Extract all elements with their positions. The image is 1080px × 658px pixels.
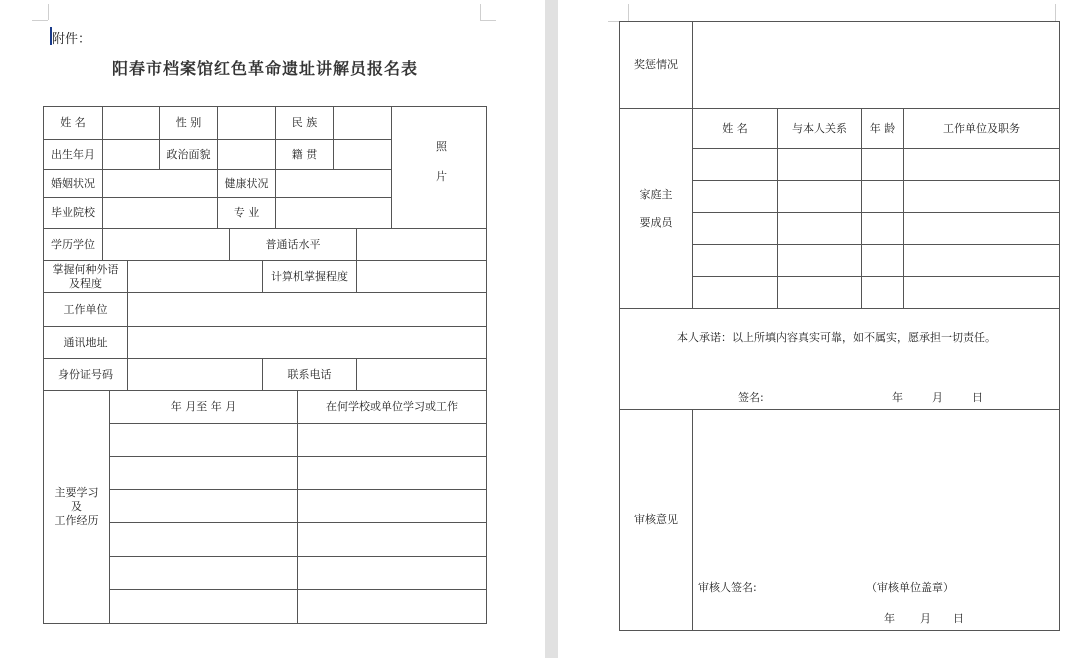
family-member-cell[interactable] [692,148,778,181]
label-phone [262,358,357,391]
header-period [109,390,298,424]
field-computer[interactable] [356,260,487,293]
field-review[interactable] [692,409,1060,631]
experience-where-cell[interactable] [297,589,487,624]
page-gutter [545,0,558,658]
field-awards[interactable] [692,21,1060,109]
family-member-cell[interactable] [861,148,904,181]
cell-label: 健康状况 [224,176,269,190]
family-member-cell[interactable] [692,244,778,277]
cell-label: 掌握何种外语 及程度 [52,262,119,290]
family-member-cell[interactable] [692,212,778,245]
cell-label: 政治面貌 [166,147,211,161]
experience-period-cell[interactable] [109,489,298,523]
cell-label: 毕业院校 [51,206,95,219]
experience-period-cell[interactable] [109,423,298,457]
year-label: 年 [892,391,903,404]
header-work [903,108,1060,149]
cell-label: 性 别 [175,116,202,129]
experience-where-cell[interactable] [297,456,487,490]
cell-label: 计算机掌握程度 [271,269,348,283]
pledge-cell[interactable] [619,308,1060,410]
family-member-cell[interactable] [861,244,904,277]
field-native-place[interactable] [333,139,392,170]
experience-where-cell[interactable] [297,423,487,457]
field-mandarin[interactable] [356,228,487,261]
label-experience [43,390,110,624]
photo-label: 照 [436,140,447,153]
family-member-cell[interactable] [903,212,1060,245]
family-member-cell[interactable] [692,276,778,309]
header-family-name [692,108,778,149]
header-where [297,390,487,424]
cell-label: 联系电话 [287,367,332,381]
margin-mark [628,4,629,21]
reviewer-signature-label: 审核人签名: [698,581,757,594]
label-ethnicity [275,106,334,140]
cell-label: 姓 名 [722,121,748,135]
field-phone[interactable] [356,358,487,391]
header-age [861,108,904,149]
label-family [619,108,693,309]
photo-label: 片 [436,170,447,183]
label-degree [43,228,103,261]
field-language[interactable] [127,260,263,293]
field-marital[interactable] [102,169,218,198]
margin-mark [32,20,48,21]
family-member-cell[interactable] [861,180,904,213]
field-birth[interactable] [102,139,160,170]
cell-label: 年 月至 年 月 [170,400,237,413]
label-work-unit [43,292,128,327]
family-member-cell[interactable] [903,148,1060,181]
cell-label: 家庭主 要成员 [639,187,673,229]
header-relation [777,108,862,149]
field-address[interactable] [127,326,487,359]
field-degree[interactable] [102,228,230,261]
margin-mark [48,4,49,20]
year-label: 年 [884,612,895,625]
cell-label: 普通话水平 [265,237,321,251]
field-school[interactable] [102,197,218,229]
cell-label: 出生年月 [51,147,95,161]
seal-label: （审核单位盖章） [866,581,954,594]
label-major [217,197,276,229]
cell-label: 专 业 [233,206,260,219]
label-political [159,139,218,170]
cell-label: 在何学校或单位学习或工作 [326,400,458,413]
field-name[interactable] [102,106,160,140]
family-member-cell[interactable] [903,180,1060,213]
label-computer [262,260,357,293]
cell-label: 年 龄 [869,121,896,135]
cell-label: 通讯地址 [63,335,108,349]
label-language [43,260,128,293]
family-member-cell[interactable] [777,276,862,309]
cell-label: 学历学位 [51,237,95,251]
cell-label: 审核意见 [634,513,678,526]
cell-label: 民 族 [291,116,318,129]
label-marital [43,169,103,198]
experience-period-cell[interactable] [109,589,298,624]
field-ethnicity[interactable] [333,106,392,140]
label-native-place [275,139,334,170]
experience-where-cell[interactable] [297,522,487,557]
margin-mark [480,4,481,20]
month-label: 月 [932,391,943,404]
month-label: 月 [920,612,931,625]
experience-period-cell[interactable] [109,456,298,490]
day-label: 日 [972,391,983,404]
cell-label: 工作单位及职务 [943,121,1020,135]
label-health [217,169,276,198]
cell-label: 婚姻状况 [51,176,95,190]
cell-label: 工作单位 [63,302,108,316]
label-mandarin [229,228,357,261]
label-school [43,197,103,229]
cell-label: 奖惩情况 [634,58,678,71]
day-label: 日 [953,612,964,625]
family-member-cell[interactable] [903,276,1060,309]
label-address [43,326,128,359]
margin-mark [1055,4,1056,21]
cell-label: 籍 贯 [291,147,318,161]
label-birth [43,139,103,170]
form-title: 阳春市档案馆红色革命遗址讲解员报名表 [111,59,418,78]
cell-label: 与本人关系 [792,121,847,135]
attachment-label: 附件： [52,32,92,47]
label-gender [159,106,218,140]
experience-period-cell[interactable] [109,556,298,590]
field-health[interactable] [275,169,392,198]
family-member-cell[interactable] [777,148,862,181]
experience-period-cell[interactable] [109,522,298,557]
cell-label: 姓 名 [60,116,86,129]
cell-label: 身份证号码 [58,367,113,381]
family-member-cell[interactable] [692,180,778,213]
label-name [43,106,103,140]
experience-where-cell[interactable] [297,556,487,590]
family-member-cell[interactable] [861,212,904,245]
family-member-cell[interactable] [903,244,1060,277]
label-review [619,409,693,631]
pledge-text: 本人承诺：以上所填内容真实可靠，如不属实，愿承担一切责任。 [677,331,996,344]
family-member-cell[interactable] [777,212,862,245]
family-member-cell[interactable] [777,244,862,277]
cell-label: 主要学习 及 工作经历 [54,486,99,527]
signature-label: 签名: [738,391,764,404]
field-major[interactable] [275,197,392,229]
field-id-number[interactable] [127,358,263,391]
experience-where-cell[interactable] [297,489,487,523]
margin-mark [480,20,496,21]
family-member-cell[interactable] [861,276,904,309]
field-political[interactable] [217,139,276,170]
field-work-unit[interactable] [127,292,487,327]
label-awards [619,21,693,109]
family-member-cell[interactable] [777,180,862,213]
field-gender[interactable] [217,106,276,140]
label-id-number [43,358,128,391]
